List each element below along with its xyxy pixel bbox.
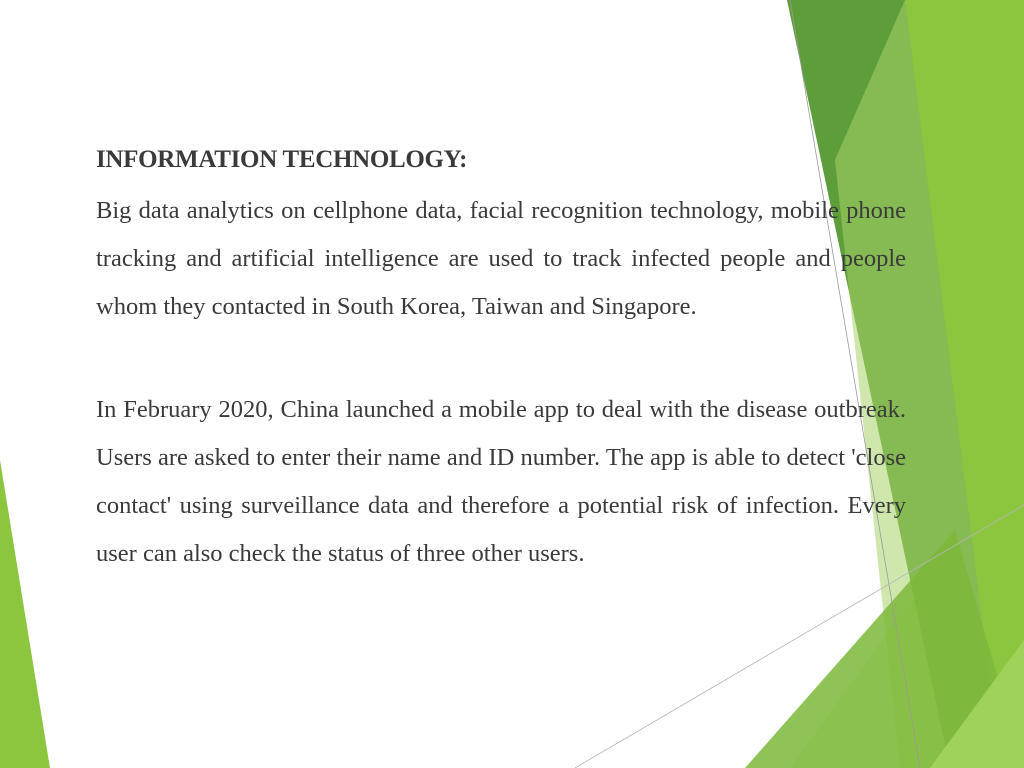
left-green-sliver: [0, 460, 50, 768]
paragraph-big-data: Big data analytics on cellphone data, facial recognition technology, mobile phone tracking and artificial intelligence are used to track infected people and people whom they contacted in South Korea, Taiwan and Singapore.: [96, 197, 906, 320]
slide-heading: INFORMATION TECHNOLOGY:: [96, 146, 468, 173]
paragraph-china-app: In February 2020, China launched a mobile app to deal with the disease outbreak. Users are asked to enter their name and ID number. The app is able to detect 'close contact' using surveillance data and therefore a potential risk of infection. Every user can also check the status of three other users.: [96, 396, 906, 567]
paragraph-spacer: [96, 331, 906, 386]
slide-content: [96, 138, 906, 578]
